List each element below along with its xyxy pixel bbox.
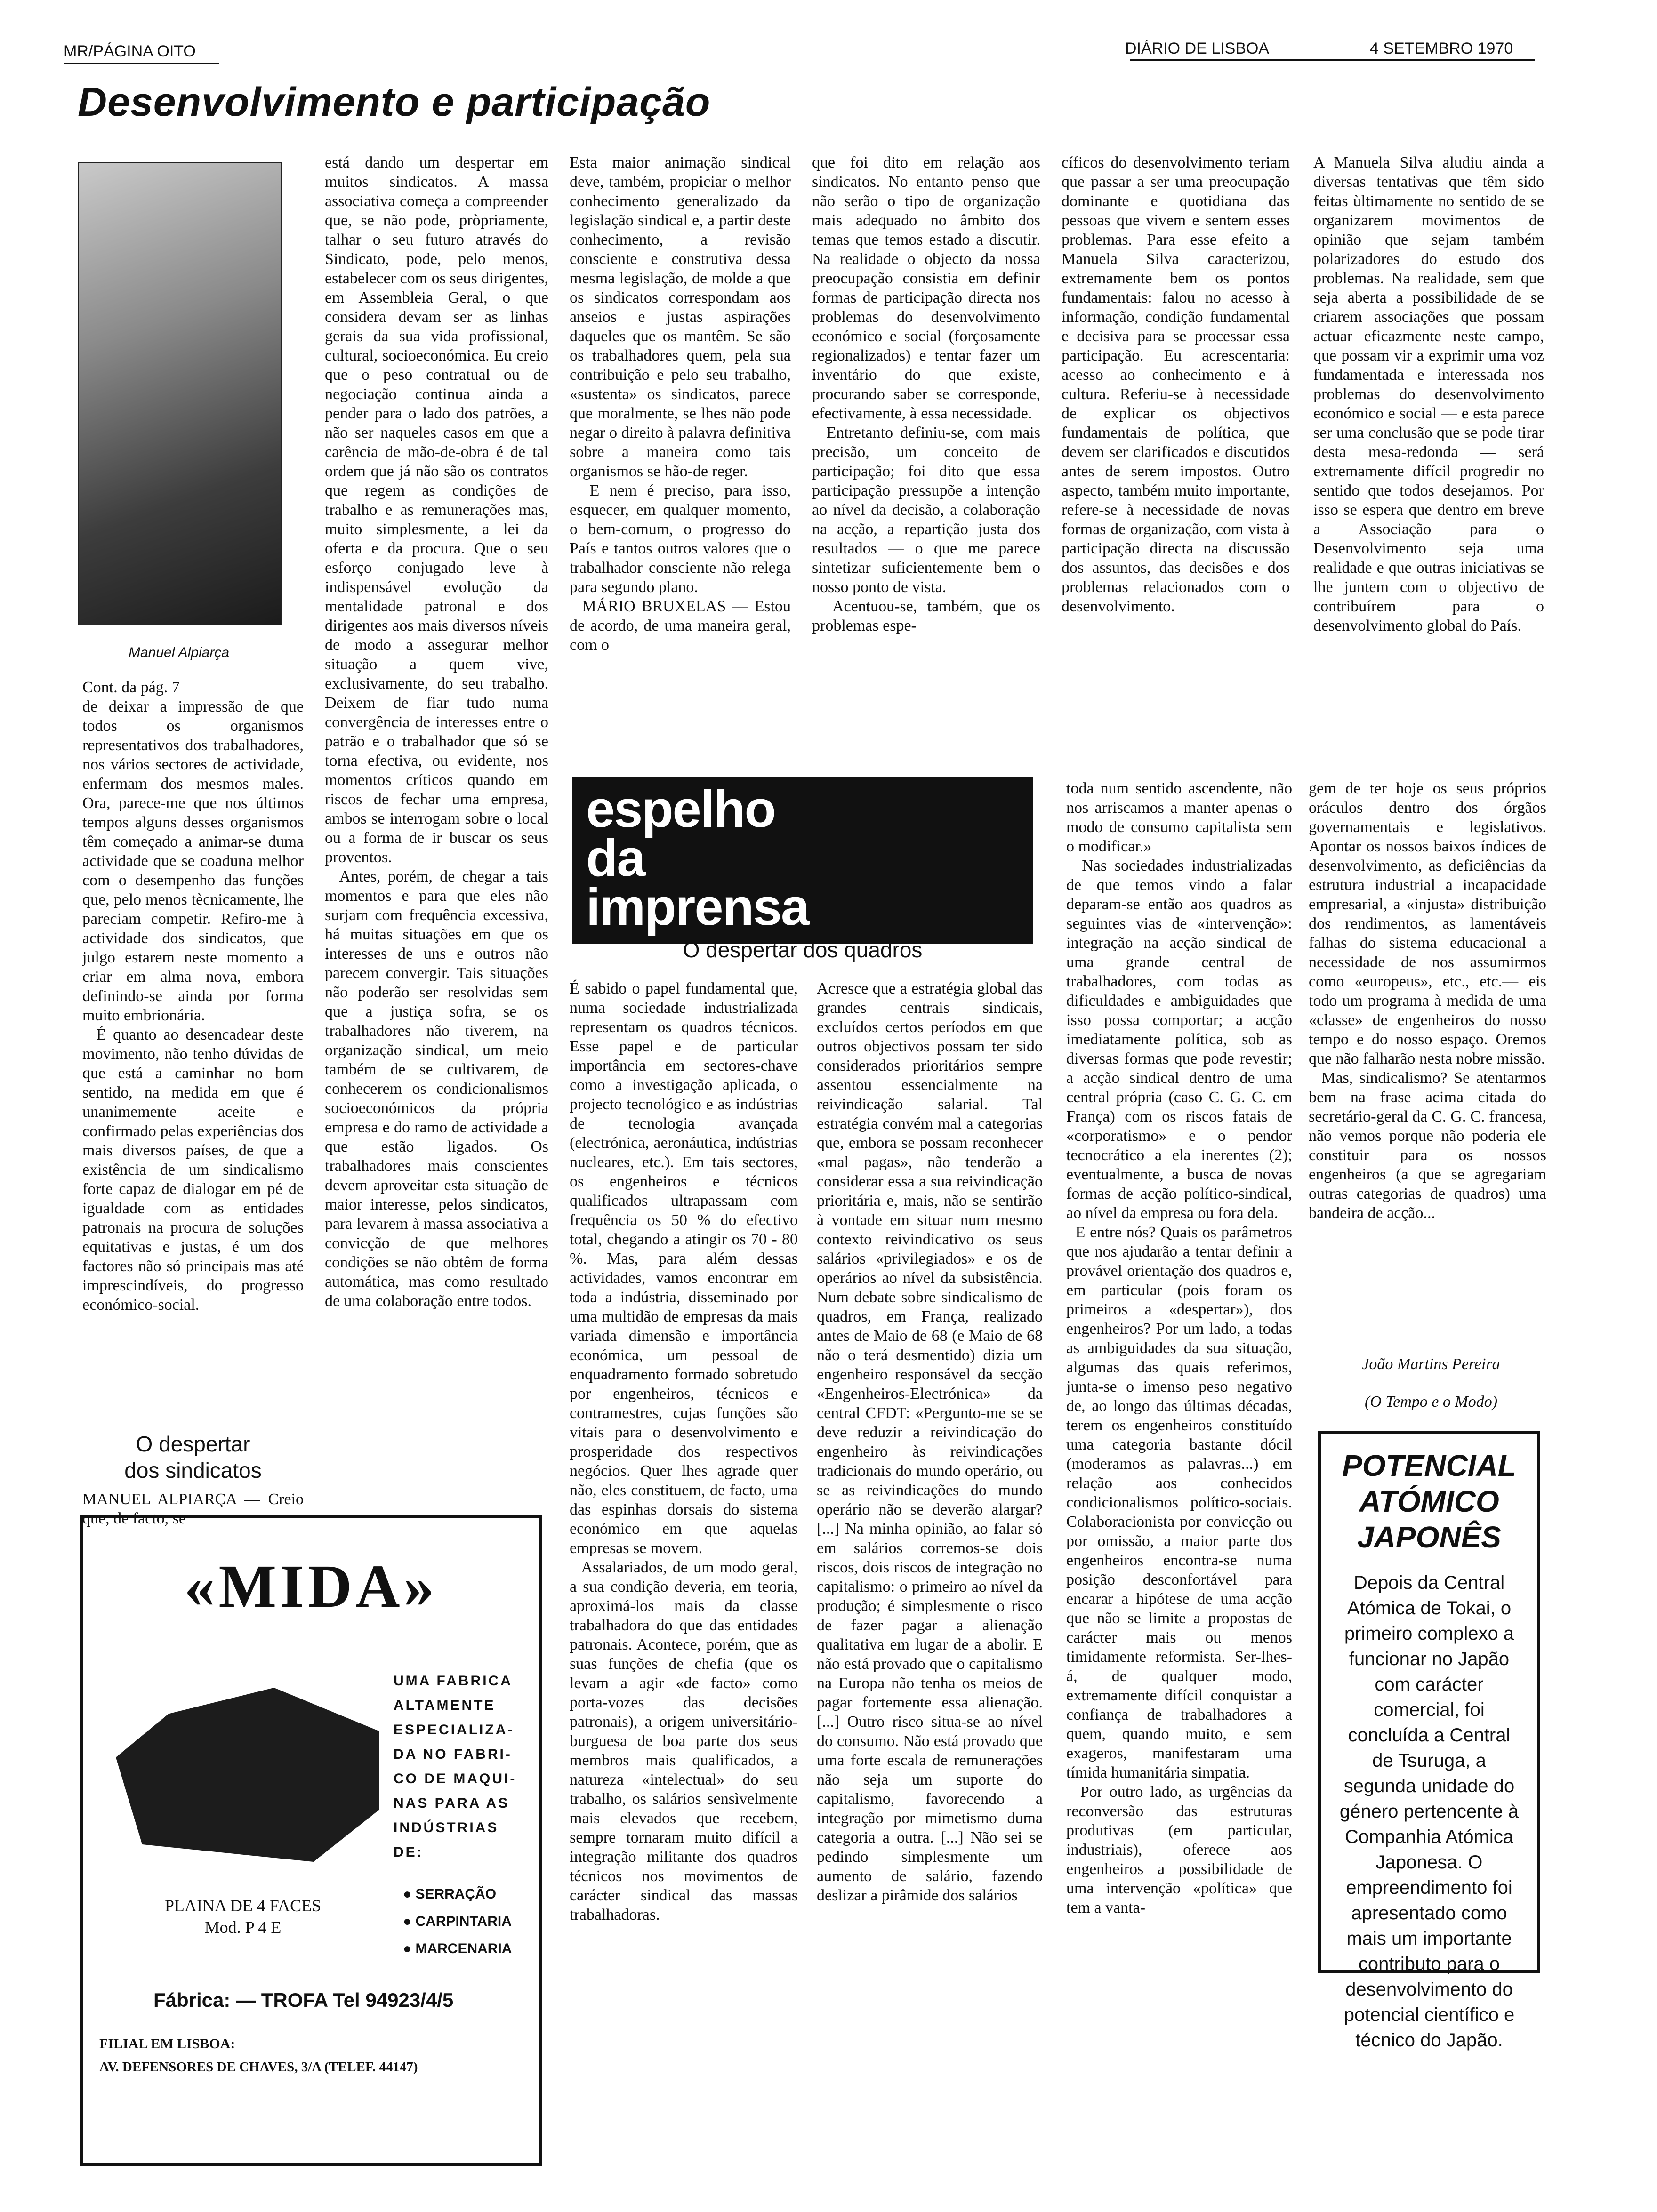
mida-title: «MIDA» (184, 1553, 438, 1620)
mida-desc-line: DE: (394, 1844, 424, 1860)
espelho-column-3: toda num sentido ascendente, não nos arriscamos a manter apenas o modo de consumo capitalista sem o modificar.» Nas sociedades industrializadas de que temos vindo a falar deparam-se então aos quadros as seguintes vias de «intervenção»: integração na acção sindical de uma grande central de trabalhadores, com todas as dificuldades e ambiguidades que isso possa comportar; a acção imediatamente política, sob as diversas formas que pode revestir; a acção sindical dentro de uma central própria (caso C. G. C. em França) com os riscos fatais de «corporatismo» e o pendor tecnocrático a ela inerentes (2); eventualmente, a busca de novas formas de acção político-sindical, ao nível da empresa ou fora dela. E entre nós? Quais os parâmetros que nos ajudarão a tentar definir a provável orientação dos quadros e, em particular (pois foram os primeiros a «despertar»), dos engenheiros? Por um lado, a todas as ambiguidades da sua situação, algumas das quais referimos, junta-se o imenso peso negativo de, ao longo das últimas décadas, terem os engenheiros constituído uma categoria bastante dócil (moderamos as palavras...) em relação aos conhecidos condicionalismos político-sociais. Colaboracionista por convicção ou por omissão, a maior parte dos engenheiros encontra-se numa posição desconfortável para encarar a hipótese de uma acção que não se limite a propostas de carácter mais ou menos timidamente reformista. Ser-lhes-á, de qualquer modo, extremamente difícil conquistar a confiança de trabalhadores a quem, quando muito, e sem exageros, manifestaram uma tímida humanitária simpatia. Por outro lado, as urgências da reconversão das estruturas produtivas (em particular, industriais), oferece aos engenheiros a possibilidade de uma intervenção «política» que tem a vanta- (1066, 780, 1293, 1916)
espelho-signature: João Martins Pereira (1362, 1355, 1500, 1373)
mida-item-serracao: ● SERRAÇÃO (403, 1886, 497, 1902)
portrait-photo (78, 162, 282, 625)
espelho-headline: O despertar dos quadros (683, 938, 923, 962)
issue-date: 4 SETEMBRO 1970 (1370, 40, 1513, 57)
article-column-4: que foi dito em relação aos sindicatos. No entanto penso que não serão o tipo de organização mais adequado no âmbito dos temas que temos estado a discutir. Na realidade o objecto da nossa preocupação consistia em definir formas de participação directa nos problemas do desenvolvimento económico e social (forçosamente regionalizados) e tentar fazer um inventário do que existe, procurando saber se corresponde, efectivamente, à essa necessidade. Entretanto definiu-se, com mais precisão, um conceito de participação; foi dito que essa participação pressupõe a intenção ao nível da decisão, a colaboração na acção, a repartição justa dos resultados — o que me parece sintetizar suficientemente bem o nosso ponto de vista. Acentuou-se, também, que os problemas espe- (812, 154, 1041, 634)
article-column-2: está dando um despertar em muitos sindicatos. A massa associativa começa a compreender que, se não pode, pròpriamente, talhar o seu futuro através do Sindicato, pode, pelo menos, estabelecer com os seus dirigentes, em Assembleia Geral, o que considera devam ser as linhas gerais da sua vida profissional, cultural, socioeconómica. Eu creio que o peso contratual ou de negociação continua ainda a pender para o lado dos patrões, a não ser naqueles casos em que a carência de mão-de-obra é de tal ordem que já não são os contratos que regem as condições de trabalho e as remunerações mas, muito simplesmente, a lei da oferta e da procura. Que o seu esforço conjugado leve à indispensável evolução da mentalidade patronal e dos dirigentes aos mais diversos níveis de modo a assegurar melhor situação a quem vive, exclusivamente, do seu trabalho. Deixem de fiar tudo numa convergência de interesses entre o patrão e o trabalhador que só se torna efectiva, ou evidente, nos momentos críticos quando em riscos de fechar uma empresa, ambos se interrogam sobre o local ou a forma de ir buscar os seus proventos. Antes, porém, de chegar a tais momentos e para que eles não surjam com frequência excessiva, há muitas situações em que os interesses de uns e outros não parecem convergir. Tais situações não poderão ser resolvidas sem que a justiça sofra, se os trabalhadores não tiverem, na organização sindical, um meio também de se cultivarem, de conhecerem os condicionalismos socioeconómicos da própria empresa e do ramo de actividade a que estão ligados. Os trabalhadores mais conscientes devem aproveitar esta situação de maior interesse, pelos sindicatos, para levarem à massa associativa a convicção de que melhores condições se não obtêm de forma automática, mas como resultado de uma colaboração entre todos. (325, 154, 548, 1310)
machine-illustration (116, 1688, 379, 1862)
mida-address: AV. DEFENSORES DE CHAVES, 3/A (TELEF. 44147) (99, 2060, 418, 2075)
photo-caption: Manuel Alpiarça (129, 645, 229, 660)
mida-desc-line: NAS PARA AS (394, 1795, 510, 1811)
espelho-source: (O Tempo e o Modo) (1364, 1393, 1498, 1411)
subhead-line-1: O despertar (136, 1432, 250, 1456)
potencial-atomico-box (1318, 1431, 1540, 2051)
mida-desc-line: CO DE MAQUI- (394, 1771, 517, 1787)
mida-model-line-1: PLAINA DE 4 FACES (164, 1896, 322, 1915)
mida-item-marcenaria: ● MARCENARIA (403, 1941, 512, 1956)
potencial-title-line-1: POTENCIAL (1342, 1449, 1516, 1483)
article-column-3: Esta maior animação sindical deve, também, propiciar o melhor conhecimento generalizado da legislação sindical e, a partir deste conhecimento, a revisão consciente e construtiva dessa mesma legislação, de molde a que os sindicatos correspondam aos anseios e justas aspirações daqueles que os mantêm. Se são os trabalhadores quem, pela sua contribuição e pelo seu trabalho, «sustenta» os sindicatos, parece que moralmente, se lhes não pode negar o direito à palavra definitiva sobre a maneira como tais organismos se hão-de reger. E nem é preciso, para isso, esquecer, em qualquer momento, o bem-comum, o progresso do País e tantos outros valores que o trabalhador consciente não relega para segundo plano. MÁRIO BRUXELAS — Estou de acordo, de uma maneira geral, com o (570, 154, 791, 654)
newspaper-name: DIÁRIO DE LISBOA (1125, 40, 1270, 57)
mida-branch: FILIAL EM LISBOA: (99, 2036, 235, 2052)
potencial-title (1321, 1448, 1537, 1555)
page-label: MR/PÁGINA OITO (64, 42, 196, 60)
mida-model (102, 1895, 384, 1938)
mida-advertisement (80, 1515, 542, 2166)
espelho-column-1: É sabido o papel fundamental que, numa sociedade industrializada representam os quadros técnicos. Esse papel e de particular importância em sectores-chave como a investigação aplicada, o projecto tecnológico e as indústrias de tecnologia avançada (electrónica, aeronáutica, indústrias nucleares, etc.). Em tais sectores, os engenheiros e técnicos qualificados ultrapassam com frequência os 50 % do efectivo total, chegando a atingir os 70 - 80 %. Mas, para além dessas actividades, vamos encontrar em toda a indústria, disseminado por uma multidão de empresas da mais variada dimensão e importância económica, um pessoal de enquadramento formado sobretudo por engenheiros, técnicos e contramestres, cujas funções são vitais para o desenvolvimento e prosperidade dos respectivos negócios. Quer lhes agrade quer não, eles constituem, de facto, uma das espinhas dorsais do sistema económico em que aquelas empresas se movem. Assalariados, de um modo geral, a sua condição deveria, em teoria, aproximá-los mais da classe trabalhadora do que das entidades patronais. Acontece, porém, que as suas funções de chefia (que os levam a agir «de facto» como porta-vozes das decisões patronais), a origem universitário-burguesa de boa parte dos seus membros mais qualificados, a natureza «intelectual» do seu trabalho, os salários sensìvelmente mais elevados que recebem, sempre tornaram muito difícil a integração militante dos quadros técnicos nos movimentos de carácter sindical das massas trabalhadoras. (570, 980, 798, 1923)
mida-desc-line: DA NO FABRI- (394, 1747, 512, 1762)
espelho-da-imprensa-banner (572, 777, 1033, 944)
mida-desc-line: ESPECIALIZA- (394, 1722, 515, 1738)
mida-item-carpintaria: ● CARPINTARIA (403, 1914, 512, 1929)
header-rule-left (64, 63, 219, 64)
article-column-1: Cont. da pág. 7 de deixar a impressão de que todos os organismos representativos dos trabalhadores, nos vários sectores de actividade, enfermam dos mesmos males. Ora, parece-me que nos últimos tempos alguns desses organismos têm começado a animar-se duma actividade que se coaduna melhor com o desempenho das funções que, pelo menos tècnicamente, lhe pareciam competir. Refiro-me à actividade dos sindicatos, que julgo estarem neste momento a criar em alma nova, embora definindo-se ainda por forma muito embrionária. É quanto ao desencadear deste movimento, não tenho dúvidas de que está a caminhar no bom sentido, na medida em que é unanimemente aceite e confirmado pelas experiências dos mais diversos países, de que a existência de um sindicalismo forte capaz de dialogar em pé de igualdade com as entidades patronais na procura de soluções equitativas e justas, é um dos factores não só principais mas até imprescindíveis, do progresso económico-social. (82, 679, 304, 1314)
potencial-body: Depois da Central Atómica de Tokai, o primeiro complexo a funcionar no Japão com carácter comercial, foi concluída a Central de Tsuruga, a segunda unidade do género pertencente à Companhia Atómica Japonesa. O empreendimento foi apresentado como mais um importante contributo para o desenvolvimento do potencial científico e técnico do Japão. (1339, 1572, 1519, 2051)
article-column-5: cíficos do desenvolvimento teriam que passar a ser uma preocupação dominante e quotidiana das pessoas que vivem e sentem esses problemas. Para esse efeito a Manuela Silva caracterizou, extremamente bem os pontos fundamentais: falou no acesso à informação, condição fundamental e decisiva para se processar essa participação. Eu acrescentaria: acesso ao conhecimento e à cultura. Referiu-se à necessidade de explicar os objectivos fundamentais de política, que devem ser clarificados e discutidos antes de serem impostos. Outro aspecto, também muito importante, refere-se à necessidade de novas formas de organização, com vista à participação directa na discussão dos assuntos, das decisões e dos problemas relacionados com o desenvolvimento. (1062, 154, 1294, 615)
subhead-line-2: dos sindicatos (124, 1458, 262, 1483)
banner-line-1: espelho (586, 780, 775, 838)
espelho-column-4: gem de ter hoje os seus próprios oráculos dentro dos órgãos governamentais e legislativos. Apontar os nossos baixos índices de desenvolvimento, as deficiências da estrutura industrial a incapacidade empresarial, a «injusta» distribuição dos rendimentos, as lamentáveis falhas do sistema educacional a necessidade de nos assumirmos como «europeus», etc., etc.— eis todo um programa à medida de uma «classe» de engenheiros do nosso tempo e do nosso espaço. Oremos que não falharão nesta nobre missão. Mas, sindicalismo? Se atentarmos bem na frase acima citada do secretário-geral da C. G. C. francesa, não vemos porque não poderia ele constituir para os nossos engenheiros (a que se agregariam outras categorias de quadros) uma bandeira de acção... (1309, 780, 1546, 1222)
mida-product-list (403, 1881, 512, 1963)
article-column-6: A Manuela Silva aludiu ainda a diversas tentativas que têm sido feitas ùltimamente no sentido de se organizarem movimentos de opinião que sejam também polarizadores do estudo dos problemas. Na realidade, sem que seja aberta a possibilidade de se criarem associações que possam actuar eficazmente neste campo, que possam vir a exprimir uma voz fundamentada e interessada nos problemas do desenvolvimento económico e social — e esta parece ser uma conclusão que se pode tirar desta mesa-redonda — será extremamente difícil progredir no sentido que todos desejamos. Por isso se espera que dentro em breve a Associação para o Desenvolvimento seja uma realidade e que outras iniciativas se lhe juntem com o objectivo de contribuírem para o desenvolvimento global do País. (1313, 154, 1548, 634)
subhead-sindicatos (82, 1431, 304, 1483)
mida-desc-line: ALTAMENTE (394, 1698, 496, 1713)
article-column-1-tail: MANUEL ALPIARÇA — Creio que, de facto, se (82, 1491, 308, 1527)
espelho-column-2: Acresce que a estratégia global das grandes centrais sindicais, excluídos certos períodos em que outros objectivos possam ter sido considerados prioritários sempre assentou essencialmente na reivindicação salarial. Tal estratégia convém mal a categorias que, embora se possam reconhecer «mal pagas», não tenderão a considerar essa a sua reivindicação prioritária e, mais, não se sentirão à vontade em situar num mesmo contexto reivindicativo os seus salários «privilegiados» e os de operários ao nível da subsistência. Num debate sobre sindicalismo de quadros, em França, realizado antes de Maio de 68 (e Maio de 68 não o terá desmentido) dizia um engenheiro responsável da secção «Engenheiros-Electrónica» da central CFDT: «Pergunto-me se se deve reduzir a reivindicação do engenheiro às reivindicações tradicionais do mundo operário, ou se as reivindicações do mundo operário não se deverão alargar? [...] Na minha opinião, ao falar só em salários corremos-se dois riscos, dois riscos de integração no capitalismo: o primeiro ao nível da produção; é simplesmente o risco de fazer pagar a alienação qualitativa em lugar de a abolir. E não está provado que o capitalismo na Europa não tenha os meios de pagar fortemente essa alienação. [...] Outro risco situa-se ao nível do consumo. Não está provado que uma forte escala de remunerações não seja um suporte do capitalismo, favorecendo a integração por mimetismo duma categoria a outra. [...] Não sei se pedindo simplesmente um aumento de salário, fazendo deslizar a pirâmide dos salários (817, 980, 1047, 1904)
banner-line-2: da (586, 829, 645, 887)
mida-model-line-2: Mod. P 4 E (204, 1918, 282, 1937)
mida-factory: Fábrica: — TROFA Tel 94923/4/5 (153, 1989, 454, 2011)
header-rule-right (1130, 59, 1535, 61)
mida-desc-line: UMA FABRICA (394, 1673, 513, 1689)
mida-description (394, 1669, 516, 1865)
banner-line-3: imprensa (586, 878, 809, 936)
mida-desc-line: INDÚSTRIAS (394, 1820, 499, 1835)
potencial-title-line-2: ATÓMICO (1359, 1484, 1499, 1518)
headline: Desenvolvimento e participação (78, 80, 711, 125)
potencial-title-line-3: JAPONÊS (1357, 1520, 1501, 1554)
